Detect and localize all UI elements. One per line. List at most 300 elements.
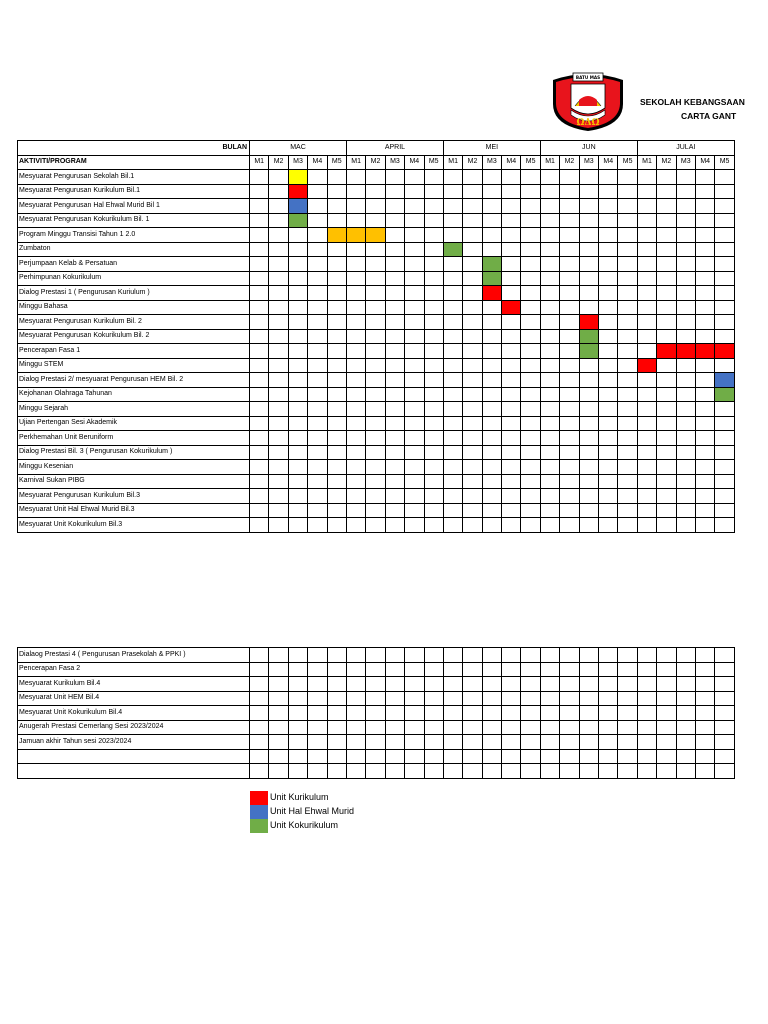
- gantt-cell: [269, 474, 288, 489]
- gantt-cell: [327, 677, 346, 692]
- gantt-cell: [502, 315, 521, 330]
- gantt-cell: [327, 706, 346, 721]
- gantt-cell: [385, 764, 404, 779]
- gantt-cell: [346, 213, 365, 228]
- gantt-cell: [269, 416, 288, 431]
- gantt-cell: [308, 720, 327, 735]
- gantt-cell: [405, 416, 424, 431]
- gantt-cell: [250, 474, 269, 489]
- gantt-cell: [346, 691, 365, 706]
- gantt-cell: [715, 315, 734, 330]
- gantt-cell: [676, 373, 695, 388]
- gantt-cell: [269, 402, 288, 417]
- gantt-cell: [657, 213, 676, 228]
- gantt-cell: [657, 706, 676, 721]
- gantt-cell: [424, 402, 443, 417]
- gantt-cell-filled: [443, 242, 462, 257]
- gantt-cell: [695, 445, 714, 460]
- gantt-cell: [657, 184, 676, 199]
- gantt-cell: [637, 416, 656, 431]
- gantt-cell: [346, 416, 365, 431]
- gantt-cell: [346, 648, 365, 663]
- gantt-cell: [308, 416, 327, 431]
- gantt-cell: [715, 199, 734, 214]
- header-row-months: [18, 141, 735, 156]
- gantt-cell: [327, 503, 346, 518]
- gantt-cell: [657, 662, 676, 677]
- activity-row: [18, 286, 735, 301]
- activity-row: [18, 720, 735, 735]
- gantt-cell: [502, 170, 521, 185]
- activity-row: [18, 503, 735, 518]
- gantt-cell: [502, 735, 521, 750]
- week-header: M4: [695, 155, 714, 170]
- gantt-cell: [424, 648, 443, 663]
- gantt-cell: [463, 300, 482, 315]
- week-header: M3: [482, 155, 501, 170]
- legend-swatch: [250, 819, 268, 833]
- gantt-cell-filled: [579, 315, 598, 330]
- gantt-cell: [618, 503, 637, 518]
- gantt-cell: [599, 431, 618, 446]
- gantt-cell: [288, 720, 307, 735]
- gantt-cell: [521, 416, 540, 431]
- gantt-cell: [540, 677, 559, 692]
- gantt-cell: [385, 706, 404, 721]
- gantt-cell: [463, 402, 482, 417]
- activity-row: [18, 271, 735, 286]
- gantt-cell: [308, 300, 327, 315]
- gantt-cell: [579, 358, 598, 373]
- gantt-cell: [443, 474, 462, 489]
- gantt-cell: [405, 503, 424, 518]
- gantt-cell: [521, 300, 540, 315]
- gantt-cell: [482, 503, 501, 518]
- gantt-cell: [288, 300, 307, 315]
- gantt-cell: [540, 286, 559, 301]
- gantt-cell: [250, 170, 269, 185]
- gantt-cell: [385, 735, 404, 750]
- gantt-cell: [657, 170, 676, 185]
- gantt-cell: [250, 358, 269, 373]
- gantt-cell: [346, 474, 365, 489]
- gantt-cell: [599, 286, 618, 301]
- gantt-cell: [308, 242, 327, 257]
- gantt-cell: [521, 489, 540, 504]
- gantt-cell: [405, 691, 424, 706]
- gantt-cell: [676, 662, 695, 677]
- gantt-cell: [540, 257, 559, 272]
- gantt-cell: [443, 735, 462, 750]
- gantt-cell: [288, 228, 307, 243]
- gantt-cell: [385, 720, 404, 735]
- week-header: M1: [540, 155, 559, 170]
- gantt-cell: [618, 431, 637, 446]
- gantt-cell: [308, 691, 327, 706]
- week-header: M3: [385, 155, 404, 170]
- gantt-cell: [463, 329, 482, 344]
- gantt-cell: [599, 720, 618, 735]
- gantt-cell: [482, 184, 501, 199]
- gantt-cell: [308, 402, 327, 417]
- gantt-cell: [250, 286, 269, 301]
- activity-label: Zumbaton: [18, 242, 250, 257]
- gantt-cell: [405, 431, 424, 446]
- gantt-cell: [521, 764, 540, 779]
- gantt-cell: [695, 518, 714, 533]
- gantt-cell: [657, 764, 676, 779]
- gantt-cell: [618, 242, 637, 257]
- gantt-cell-filled: [346, 228, 365, 243]
- gantt-cell: [346, 286, 365, 301]
- gantt-cell: [385, 373, 404, 388]
- activity-label: Anugerah Prestasi Cemerlang Sesi 2023/2024: [18, 720, 250, 735]
- gantt-cell: [618, 300, 637, 315]
- month-header: APRIL: [346, 141, 443, 156]
- gantt-cell: [579, 228, 598, 243]
- gantt-cell: [346, 460, 365, 475]
- gantt-cell: [463, 286, 482, 301]
- gantt-cell: [250, 416, 269, 431]
- gantt-cell: [599, 213, 618, 228]
- gantt-cell: [560, 460, 579, 475]
- gantt-cell: [695, 373, 714, 388]
- gantt-cell: [443, 344, 462, 359]
- gantt-cell: [676, 764, 695, 779]
- gantt-cell: [540, 691, 559, 706]
- gantt-cell: [366, 489, 385, 504]
- gantt-cell: [618, 720, 637, 735]
- activity-label: Perhimpunan Kokurikulum: [18, 271, 250, 286]
- gantt-cell: [327, 184, 346, 199]
- gantt-cell: [366, 344, 385, 359]
- gantt-cell: [405, 184, 424, 199]
- gantt-cell: [269, 460, 288, 475]
- gantt-cell: [599, 199, 618, 214]
- gantt-cell: [424, 503, 443, 518]
- gantt-cell: [599, 503, 618, 518]
- gantt-cell: [637, 764, 656, 779]
- gantt-cell: [579, 242, 598, 257]
- gantt-cell: [424, 720, 443, 735]
- gantt-cell: [676, 286, 695, 301]
- gantt-cell: [346, 315, 365, 330]
- gantt-cell: [502, 242, 521, 257]
- activity-label: Minggu Sejarah: [18, 402, 250, 417]
- week-header: M3: [676, 155, 695, 170]
- gantt-cell: [346, 764, 365, 779]
- gantt-cell: [502, 677, 521, 692]
- gantt-cell: [560, 735, 579, 750]
- gantt-cell: [308, 706, 327, 721]
- gantt-cell: [695, 677, 714, 692]
- gantt-cell: [579, 503, 598, 518]
- gantt-cell: [288, 257, 307, 272]
- gantt-cell: [463, 271, 482, 286]
- gantt-cell: [579, 184, 598, 199]
- gantt-cell: [618, 199, 637, 214]
- activity-label: Program Minggu Transisi Tahun 1 2.0: [18, 228, 250, 243]
- gantt-cell: [269, 170, 288, 185]
- gantt-cell: [385, 358, 404, 373]
- gantt-cell: [482, 315, 501, 330]
- gantt-cell: [657, 460, 676, 475]
- gantt-cell: [715, 271, 734, 286]
- gantt-cell: [424, 662, 443, 677]
- gantt-cell: [366, 474, 385, 489]
- gantt-cell: [405, 460, 424, 475]
- gantt-cell: [308, 286, 327, 301]
- gantt-cell: [618, 662, 637, 677]
- gantt-cell: [560, 170, 579, 185]
- gantt-cell: [269, 431, 288, 446]
- gantt-cell: [540, 460, 559, 475]
- gantt-cell: [250, 720, 269, 735]
- activity-label: Minggu Bahasa: [18, 300, 250, 315]
- activity-label: Dialog Prestasi 2/ mesyuarat Pengurusan HEM Bil. 2: [18, 373, 250, 388]
- gantt-cell: [521, 431, 540, 446]
- gantt-cell: [443, 358, 462, 373]
- gantt-cell: [463, 677, 482, 692]
- gantt-cell: [715, 242, 734, 257]
- gantt-cell: [715, 358, 734, 373]
- gantt-cell: [657, 445, 676, 460]
- gantt-cell: [521, 503, 540, 518]
- gantt-cell: [346, 489, 365, 504]
- gantt-cell: [269, 358, 288, 373]
- gantt-cell: [676, 460, 695, 475]
- gantt-cell: [327, 662, 346, 677]
- gantt-cell: [288, 445, 307, 460]
- gantt-cell: [502, 271, 521, 286]
- gantt-cell: [346, 720, 365, 735]
- gantt-cell: [482, 735, 501, 750]
- gantt-cell: [618, 271, 637, 286]
- gantt-cell: [327, 329, 346, 344]
- gantt-cell: [579, 286, 598, 301]
- activity-row: [18, 474, 735, 489]
- gantt-cell: [482, 199, 501, 214]
- activity-row: [18, 518, 735, 533]
- gantt-cell: [676, 431, 695, 446]
- gantt-cell: [715, 503, 734, 518]
- gantt-cell: [346, 344, 365, 359]
- gantt-cell: [250, 242, 269, 257]
- gantt-cell: [657, 402, 676, 417]
- gantt-cell: [308, 315, 327, 330]
- gantt-cell: [482, 358, 501, 373]
- gantt-cell: [695, 170, 714, 185]
- gantt-cell: [250, 735, 269, 750]
- gantt-cell: [366, 735, 385, 750]
- gantt-cell: [366, 387, 385, 402]
- gantt-cell: [618, 402, 637, 417]
- gantt-cell: [463, 518, 482, 533]
- gantt-cell: [346, 199, 365, 214]
- gantt-cell: [463, 170, 482, 185]
- gantt-cell: [715, 416, 734, 431]
- gantt-cell: [405, 706, 424, 721]
- gantt-cell: [366, 329, 385, 344]
- gantt-cell: [443, 315, 462, 330]
- gantt-cell: [618, 257, 637, 272]
- gantt-cell: [676, 677, 695, 692]
- gantt-cell: [327, 735, 346, 750]
- gantt-cell: [405, 242, 424, 257]
- gantt-cell: [540, 706, 559, 721]
- activity-row: [18, 691, 735, 706]
- activity-label: Minggu STEM: [18, 358, 250, 373]
- gantt-cell: [366, 286, 385, 301]
- gantt-cell: [288, 286, 307, 301]
- gantt-cell: [695, 706, 714, 721]
- gantt-cell: [269, 735, 288, 750]
- week-header: M5: [424, 155, 443, 170]
- gantt-cell: [560, 387, 579, 402]
- gantt-cell: [463, 242, 482, 257]
- gantt-cell: [366, 764, 385, 779]
- gantt-cell: [385, 286, 404, 301]
- gantt-cell: [521, 445, 540, 460]
- gantt-cell: [308, 344, 327, 359]
- gantt-cell: [288, 315, 307, 330]
- gantt-cell: [366, 691, 385, 706]
- gantt-cell: [715, 445, 734, 460]
- gantt-cell: [676, 706, 695, 721]
- gantt-cell: [599, 764, 618, 779]
- gantt-cell: [695, 431, 714, 446]
- gantt-cell: [695, 242, 714, 257]
- gantt-cell: [695, 489, 714, 504]
- activity-row: [18, 445, 735, 460]
- activity-row: [18, 199, 735, 214]
- gantt-cell: [540, 213, 559, 228]
- gantt-cell: [579, 677, 598, 692]
- gantt-cell: [599, 300, 618, 315]
- gantt-cell: [521, 691, 540, 706]
- activity-row: [18, 184, 735, 199]
- activity-label: Perkhemahan Unit Beruniform: [18, 431, 250, 446]
- gantt-cell: [637, 213, 656, 228]
- gantt-cell: [618, 228, 637, 243]
- gantt-cell: [521, 735, 540, 750]
- gantt-cell: [366, 460, 385, 475]
- gantt-cell: [366, 503, 385, 518]
- gantt-cell: [327, 416, 346, 431]
- gantt-cell: [579, 257, 598, 272]
- gantt-table-continued: [17, 647, 735, 779]
- gantt-cell: [715, 518, 734, 533]
- gantt-cell: [560, 358, 579, 373]
- gantt-cell: [308, 358, 327, 373]
- gantt-cell: [637, 489, 656, 504]
- gantt-cell: [424, 300, 443, 315]
- gantt-cell: [657, 416, 676, 431]
- gantt-cell: [463, 199, 482, 214]
- gantt-cell: [676, 402, 695, 417]
- week-header: M5: [618, 155, 637, 170]
- week-header: M5: [327, 155, 346, 170]
- gantt-cell: [443, 271, 462, 286]
- chart-title: CARTA GANT: [681, 111, 737, 121]
- gantt-cell: [657, 228, 676, 243]
- gantt-cell: [560, 764, 579, 779]
- gantt-cell: [695, 648, 714, 663]
- gantt-cell: [637, 431, 656, 446]
- gantt-cell: [366, 300, 385, 315]
- gantt-cell: [521, 271, 540, 286]
- gantt-cell: [502, 387, 521, 402]
- gantt-cell: [637, 257, 656, 272]
- gantt-cell: [579, 402, 598, 417]
- gantt-cell: [657, 300, 676, 315]
- gantt-cell: [482, 344, 501, 359]
- gantt-cell: [599, 387, 618, 402]
- activity-label: Mesyuarat Pengurusan Sekolah Bil.1: [18, 170, 250, 185]
- gantt-cell: [308, 170, 327, 185]
- gantt-cell: [637, 518, 656, 533]
- gantt-cell: [482, 242, 501, 257]
- aktiviti-header: AKTIVITI/PROGRAM: [18, 155, 250, 170]
- gantt-cell: [560, 691, 579, 706]
- activity-label: Dialog Prestasi Bil. 3 ( Pengurusan Kokurikulum ): [18, 445, 250, 460]
- activity-label: Pencerapan Fasa 2: [18, 662, 250, 677]
- gantt-cell: [502, 474, 521, 489]
- gantt-cell: [405, 257, 424, 272]
- gantt-cell: [443, 706, 462, 721]
- gantt-cell: [599, 228, 618, 243]
- gantt-cell: [618, 691, 637, 706]
- activity-row: [18, 358, 735, 373]
- activity-row: [18, 242, 735, 257]
- gantt-cell: [424, 677, 443, 692]
- gantt-cell: [269, 373, 288, 388]
- gantt-cell: [695, 662, 714, 677]
- gantt-cell: [599, 749, 618, 764]
- activity-row: [18, 431, 735, 446]
- gantt-cell: [463, 431, 482, 446]
- gantt-cell: [327, 257, 346, 272]
- gantt-cell-filled: [715, 344, 734, 359]
- gantt-cell: [695, 358, 714, 373]
- gantt-cell: [346, 662, 365, 677]
- gantt-cell: [715, 706, 734, 721]
- gantt-cell: [385, 213, 404, 228]
- gantt-cell: [308, 474, 327, 489]
- gantt-cell: [618, 416, 637, 431]
- gantt-cell: [521, 460, 540, 475]
- gantt-cell: [579, 271, 598, 286]
- gantt-cell: [405, 489, 424, 504]
- gantt-cell: [695, 387, 714, 402]
- gantt-cell: [346, 503, 365, 518]
- gantt-cell: [560, 257, 579, 272]
- gantt-cell: [269, 764, 288, 779]
- gantt-cell: [308, 228, 327, 243]
- gantt-cell: [269, 706, 288, 721]
- gantt-cell: [502, 358, 521, 373]
- gantt-cell: [676, 416, 695, 431]
- gantt-cell: [308, 431, 327, 446]
- gantt-cell: [385, 242, 404, 257]
- gantt-cell: [463, 720, 482, 735]
- gantt-cell: [250, 503, 269, 518]
- gantt-cell: [560, 329, 579, 344]
- gantt-cell: [540, 170, 559, 185]
- header-row-weeks: [18, 155, 735, 170]
- activity-label: Dialaog Prestasi 4 ( Pengurusan Prasekolah & PPKI ): [18, 648, 250, 663]
- gantt-cell: [715, 764, 734, 779]
